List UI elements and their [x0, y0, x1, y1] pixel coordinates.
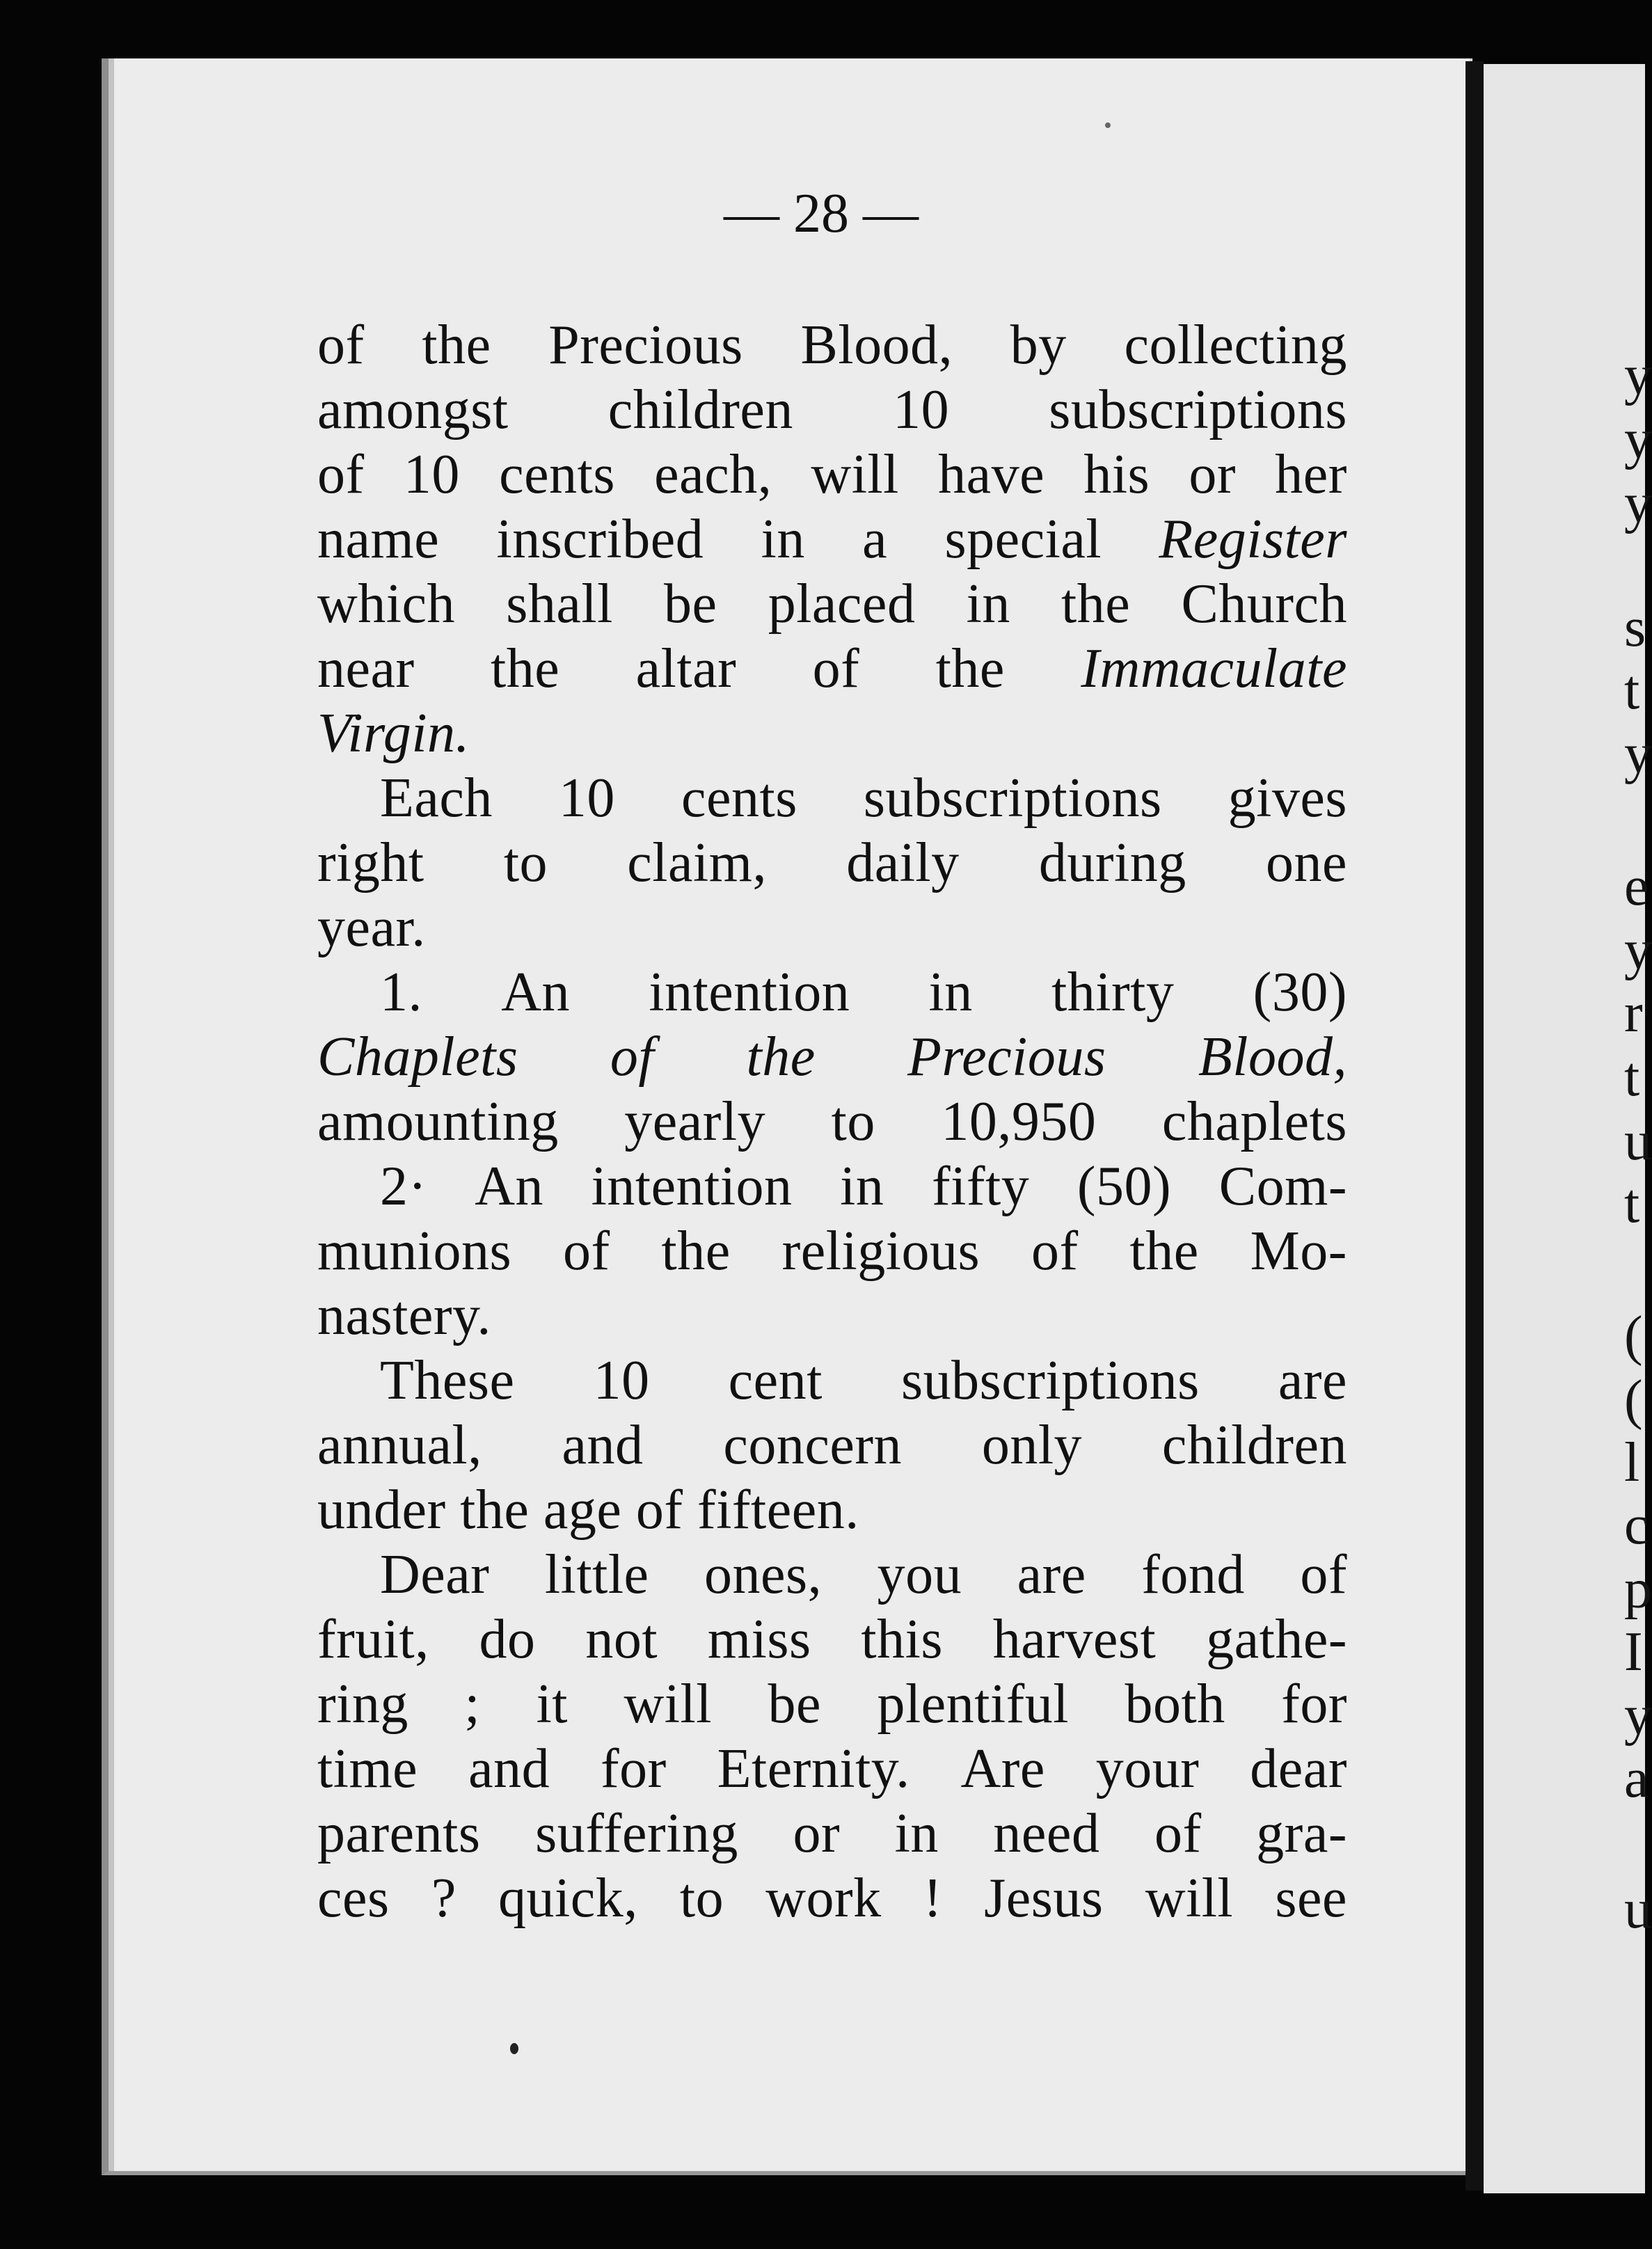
word: Eternity.	[717, 1738, 910, 1799]
word: fond	[1141, 1544, 1245, 1605]
word: of	[610, 1026, 655, 1088]
facing-page-letter: s	[1624, 597, 1646, 658]
word: little	[544, 1544, 649, 1605]
facing-page-letter: e	[1624, 856, 1649, 917]
facing-page-letter: y	[1624, 1685, 1652, 1747]
word: ones,	[704, 1544, 823, 1605]
word: will	[811, 444, 899, 505]
word: yearly	[624, 1091, 766, 1152]
text-line	[317, 1478, 1347, 1543]
text-line	[317, 313, 1347, 378]
print-speck	[510, 2043, 518, 2054]
word: concern	[723, 1415, 903, 1476]
word: Register	[1159, 509, 1347, 570]
print-speck	[1105, 122, 1111, 128]
facing-page-letter: y	[1624, 724, 1652, 785]
word: or	[793, 1803, 841, 1864]
facing-page-letter: l	[1624, 1432, 1640, 1493]
word: subscriptions	[1049, 379, 1347, 440]
text-line	[317, 1349, 1347, 1413]
text-line	[317, 1219, 1347, 1284]
word: the	[1061, 573, 1131, 635]
word: placed	[768, 573, 916, 635]
text-line	[317, 572, 1347, 637]
word: cent	[728, 1350, 823, 1411]
word: cents	[681, 768, 797, 829]
word: Virgin.	[317, 703, 470, 764]
word: 10	[593, 1350, 650, 1411]
word: of	[1031, 1221, 1079, 1282]
word: in	[894, 1803, 939, 1864]
word: not	[585, 1609, 658, 1670]
word: of	[635, 1479, 683, 1541]
word: to	[679, 1868, 724, 1929]
word: time	[317, 1738, 418, 1799]
word: the	[491, 638, 560, 699]
word: suffering	[535, 1803, 738, 1864]
word: amounting	[317, 1091, 559, 1152]
word: quick,	[498, 1868, 638, 1929]
facing-page-letter: t	[1624, 1173, 1640, 1234]
text-line	[317, 1413, 1347, 1478]
text-line	[317, 1672, 1347, 1737]
word: under	[317, 1479, 446, 1541]
word: (30)	[1253, 962, 1347, 1023]
word: during	[1038, 832, 1186, 893]
word: thirty	[1051, 962, 1175, 1023]
word: the	[661, 1221, 731, 1282]
word: Blood,	[1198, 1026, 1347, 1088]
word: right	[317, 832, 424, 893]
word: These	[380, 1350, 515, 1411]
word: name	[317, 509, 440, 570]
word: Com-	[1218, 1156, 1347, 1217]
word: for	[1281, 1674, 1347, 1735]
word: subscriptions	[863, 768, 1162, 829]
word: 2·	[380, 1156, 427, 1217]
word: Each	[380, 768, 493, 829]
text-line	[317, 896, 1347, 960]
word: 10	[558, 768, 615, 829]
facing-page-letter: u	[1624, 1111, 1652, 1172]
word: Precious	[907, 1026, 1106, 1088]
word: Blood,	[800, 315, 953, 376]
word: fifteen.	[697, 1479, 859, 1541]
word: munions	[317, 1221, 512, 1282]
word: his	[1083, 444, 1150, 505]
word: the	[422, 315, 491, 376]
word: which	[317, 573, 456, 635]
text-line	[317, 1802, 1347, 1866]
word: both	[1125, 1674, 1225, 1735]
word: the	[460, 1479, 530, 1541]
word: and	[468, 1738, 550, 1799]
text-line	[317, 637, 1347, 701]
word: this	[861, 1609, 943, 1670]
word: ?	[431, 1868, 456, 1929]
word: 10	[893, 379, 950, 440]
word: intention	[649, 962, 850, 1023]
text-line	[317, 1154, 1347, 1219]
facing-page-letter: r	[1624, 983, 1643, 1044]
word: Church	[1181, 573, 1347, 635]
word: children	[1161, 1415, 1347, 1476]
word: parents	[317, 1803, 481, 1864]
word: fifty	[932, 1156, 1030, 1217]
word: cents	[499, 444, 615, 505]
word: amongst	[317, 379, 509, 440]
word: one	[1265, 832, 1347, 893]
word: have	[938, 444, 1045, 505]
word: shall	[506, 573, 613, 635]
word: special	[944, 509, 1102, 570]
word: it	[536, 1674, 569, 1735]
word: ces	[317, 1868, 390, 1929]
word: in	[966, 573, 1010, 635]
word: your	[1095, 1738, 1200, 1799]
word: of	[812, 638, 860, 699]
word: will	[1145, 1868, 1234, 1929]
text-line	[317, 1090, 1347, 1154]
word: need	[993, 1803, 1100, 1864]
word: fruit,	[317, 1609, 429, 1670]
word: subscriptions	[901, 1350, 1200, 1411]
word: of	[562, 1221, 610, 1282]
word: An	[475, 1156, 544, 1217]
word: 1.	[380, 962, 422, 1023]
facing-page-letter: y	[1624, 409, 1652, 470]
text-line	[317, 831, 1347, 896]
word: Precious	[548, 315, 743, 376]
word: do	[479, 1609, 536, 1670]
word: Chaplets	[317, 1026, 518, 1088]
text-line	[317, 1607, 1347, 1672]
word: are	[1017, 1544, 1086, 1605]
facing-page-letter: t	[1624, 660, 1640, 721]
word: of	[317, 444, 365, 505]
facing-page-letter: t	[1624, 1047, 1640, 1108]
page-number: — 28 —	[724, 183, 919, 244]
word: 10,950	[941, 1091, 1097, 1152]
facing-page-letter: y	[1624, 920, 1652, 981]
facing-page-letter: y	[1624, 345, 1652, 406]
word: collecting	[1124, 315, 1347, 376]
text-line	[317, 701, 1347, 766]
word: her	[1275, 444, 1347, 505]
word: the	[746, 1026, 816, 1088]
word: dear	[1250, 1738, 1347, 1799]
text-line	[317, 1543, 1347, 1607]
word: ;	[464, 1674, 481, 1735]
text-line	[317, 507, 1347, 572]
word: chaplets	[1161, 1091, 1347, 1152]
word: you	[877, 1544, 962, 1605]
word: gives	[1228, 768, 1347, 829]
word: inscribed	[496, 509, 704, 570]
facing-page-letter: I	[1624, 1621, 1643, 1683]
word: Dear	[380, 1544, 490, 1605]
word: a	[862, 509, 888, 570]
word: work	[765, 1868, 882, 1929]
word: plentiful	[877, 1674, 1070, 1735]
word: be	[768, 1674, 821, 1735]
word: Immaculate	[1081, 638, 1347, 699]
word: year.	[317, 897, 426, 958]
word: and	[562, 1415, 644, 1476]
text-line	[317, 960, 1347, 1025]
facing-page-letter: p	[1624, 1559, 1652, 1620]
word: see	[1275, 1868, 1347, 1929]
word: near	[317, 638, 415, 699]
word: Mo-	[1250, 1221, 1347, 1282]
text-line	[317, 378, 1347, 443]
text-line	[317, 1866, 1347, 1931]
word: annual,	[317, 1415, 482, 1476]
word: ring	[317, 1674, 408, 1735]
word: altar	[635, 638, 737, 699]
word: (50)	[1077, 1156, 1172, 1217]
word: of	[1154, 1803, 1202, 1864]
word: to	[831, 1091, 875, 1152]
facing-page-edge	[1484, 64, 1645, 2193]
text-line	[317, 443, 1347, 507]
facing-page-letter: c	[1624, 1495, 1649, 1556]
facing-page-letter: u	[1624, 1879, 1652, 1940]
word: for	[600, 1738, 667, 1799]
word: to	[503, 832, 548, 893]
word: the	[1129, 1221, 1199, 1282]
word: An	[501, 962, 571, 1023]
word: daily	[846, 832, 960, 893]
word: in	[761, 509, 805, 570]
facing-page-letter: (	[1624, 1305, 1643, 1367]
word: are	[1278, 1350, 1347, 1411]
text-line	[317, 766, 1347, 831]
word: each,	[654, 444, 772, 505]
word: age	[543, 1479, 622, 1541]
text-line	[317, 1737, 1347, 1802]
book-gutter	[1466, 61, 1484, 2191]
word: nastery.	[317, 1285, 491, 1346]
word: !	[923, 1868, 942, 1929]
facing-page-letter: y	[1624, 473, 1652, 534]
word: of	[317, 315, 365, 376]
word: harvest	[992, 1609, 1157, 1670]
word: only	[981, 1415, 1083, 1476]
word: in	[928, 962, 973, 1023]
word: by	[1010, 315, 1067, 376]
word: gathe-	[1206, 1609, 1347, 1670]
word: will	[624, 1674, 712, 1735]
word: children	[607, 379, 793, 440]
text-line	[317, 1025, 1347, 1090]
word: claim,	[627, 832, 767, 893]
word: of	[1300, 1544, 1347, 1605]
word: miss	[707, 1609, 811, 1670]
word: Jesus	[984, 1868, 1104, 1929]
word: be	[663, 573, 717, 635]
body-text	[317, 313, 1347, 1931]
facing-page-letter: a	[1624, 1748, 1649, 1809]
word: the	[935, 638, 1005, 699]
facing-page-letter: (	[1624, 1369, 1643, 1431]
word: intention	[591, 1156, 793, 1217]
word: or	[1189, 444, 1237, 505]
text-line	[317, 1284, 1347, 1349]
word: Are	[960, 1738, 1045, 1799]
word: in	[840, 1156, 884, 1217]
word: religious	[781, 1221, 980, 1282]
word: gra-	[1256, 1803, 1347, 1864]
word: 10	[403, 444, 460, 505]
